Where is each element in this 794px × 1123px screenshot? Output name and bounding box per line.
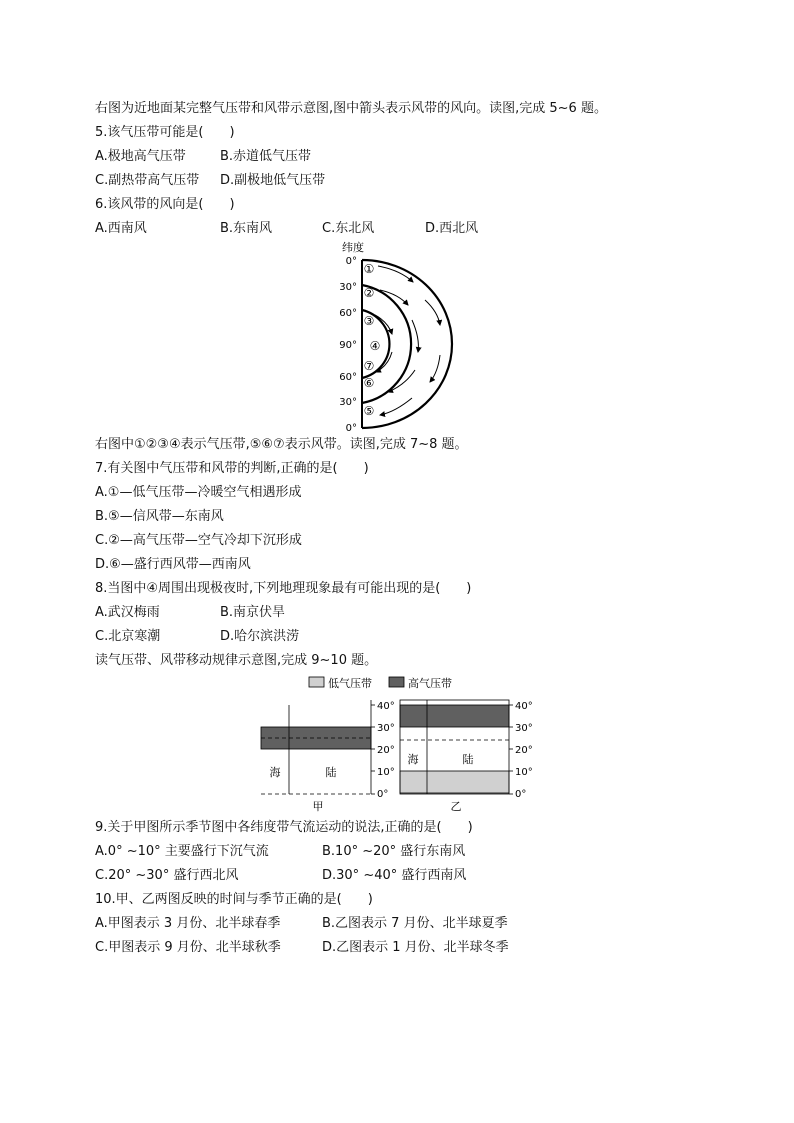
question-7-stem: 7.有关图中气压带和风带的判断,正确的是( ) <box>95 461 369 476</box>
q6-option-d[interactable]: D.西北风 <box>425 221 479 236</box>
q6-option-a[interactable]: A.西南风 <box>95 221 147 236</box>
q8-option-d[interactable]: D.哈尔滨洪涝 <box>220 629 300 644</box>
jia-tick: 40° <box>377 701 395 712</box>
jia-tick: 30° <box>377 723 395 734</box>
q10-option-d[interactable]: D.乙图表示 1 月份、北半球冬季 <box>322 940 509 955</box>
q10-option-a[interactable]: A.甲图表示 3 月份、北半球春季 <box>95 916 281 931</box>
yi-tick: 30° <box>515 723 533 734</box>
q8-option-c[interactable]: C.北京寒潮 <box>95 629 161 644</box>
lat-tick: 30° <box>339 397 357 408</box>
yi-label: 乙 <box>450 800 462 813</box>
legend-low-label: 低气压带 <box>328 677 372 690</box>
yi-tick: 0° <box>515 789 527 800</box>
lat-tick: 0° <box>345 423 357 434</box>
q5-option-b[interactable]: B.赤道低气压带 <box>220 149 312 164</box>
lat-tick: 60° <box>339 308 357 319</box>
question-8-stem: 8.当图中④周围出现极夜时,下列地理现象最有可能出现的是( ) <box>95 581 472 596</box>
yi-low-belt <box>400 771 509 793</box>
pressure-wind-belt-figure <box>330 238 460 434</box>
lat-tick: 90° <box>339 340 357 351</box>
legend-low-swatch <box>309 677 324 687</box>
yi-tick: 40° <box>515 701 533 712</box>
jia-label: 甲 <box>312 800 324 813</box>
marker-7: ⑦ <box>363 359 375 373</box>
q5-option-c[interactable]: C.副热带高气压带 <box>95 173 200 188</box>
legend-high-swatch <box>389 677 404 687</box>
yi-tick: 10° <box>515 767 533 778</box>
yi-sea-label: 海 <box>407 753 419 766</box>
q9-option-b[interactable]: B.10° ~20° 盛行东南风 <box>322 844 466 859</box>
q7-option-d[interactable]: D.⑥—盛行西风带—西南风 <box>95 557 251 572</box>
yi-tick: 20° <box>515 745 533 756</box>
intro-9-10: 读气压带、风带移动规律示意图,完成 9~10 题。 <box>95 653 378 668</box>
jia-land-label: 陆 <box>325 766 337 779</box>
q10-option-c[interactable]: C.甲图表示 9 月份、北半球秋季 <box>95 940 281 955</box>
question-5-stem: 5.该气压带可能是( ) <box>95 125 235 140</box>
q9-option-a[interactable]: A.0° ~10° 主要盛行下沉气流 <box>95 844 269 859</box>
q9-option-c[interactable]: C.20° ~30° 盛行西北风 <box>95 868 239 883</box>
q8-option-b[interactable]: B.南京伏旱 <box>220 605 286 620</box>
marker-2: ② <box>363 286 375 300</box>
lat-tick: 30° <box>339 282 357 293</box>
jia-tick: 20° <box>377 745 395 756</box>
q8-option-a[interactable]: A.武汉梅雨 <box>95 605 160 620</box>
q7-option-a[interactable]: A.①—低气压带—冷暖空气相遇形成 <box>95 485 302 500</box>
q6-option-c[interactable]: C.东北风 <box>322 221 375 236</box>
question-9-stem: 9.关于甲图所示季节图中各纬度带气流运动的说法,正确的是( ) <box>95 820 473 835</box>
q7-option-c[interactable]: C.②—高气压带—空气冷却下沉形成 <box>95 533 302 548</box>
marker-4: ④ <box>369 339 381 353</box>
yi-land-label: 陆 <box>462 753 474 766</box>
latitude-title: 纬度 <box>342 241 364 254</box>
jia-tick: 0° <box>377 789 389 800</box>
intro-5-6: 右图为近地面某完整气压带和风带示意图,图中箭头表示风带的风向。读图,完成 5~6 题。 <box>95 101 607 116</box>
q6-option-b[interactable]: B.东南风 <box>220 221 273 236</box>
q7-option-b[interactable]: B.⑤—信风带—东南风 <box>95 509 224 524</box>
belt-shift-figure <box>255 672 545 816</box>
q5-option-a[interactable]: A.极地高气压带 <box>95 149 186 164</box>
marker-6: ⑥ <box>363 376 375 390</box>
q10-option-b[interactable]: B.乙图表示 7 月份、北半球夏季 <box>322 916 508 931</box>
marker-5: ⑤ <box>363 404 375 418</box>
legend-high-label: 高气压带 <box>408 677 452 690</box>
jia-sea-label: 海 <box>269 766 281 779</box>
question-6-stem: 6.该风带的风向是( ) <box>95 197 235 212</box>
question-10-stem: 10.甲、乙两图反映的时间与季节正确的是( ) <box>95 892 373 907</box>
intro-7-8: 右图中①②③④表示气压带,⑤⑥⑦表示风带。读图,完成 7~8 题。 <box>95 437 468 452</box>
yi-high-belt <box>400 705 509 727</box>
lat-tick: 0° <box>345 256 357 267</box>
q5-option-d[interactable]: D.副极地低气压带 <box>220 173 326 188</box>
lat-tick: 60° <box>339 372 357 383</box>
jia-tick: 10° <box>377 767 395 778</box>
q9-option-d[interactable]: D.30° ~40° 盛行西南风 <box>322 868 467 883</box>
marker-1: ① <box>363 262 375 276</box>
marker-3: ③ <box>363 314 375 328</box>
